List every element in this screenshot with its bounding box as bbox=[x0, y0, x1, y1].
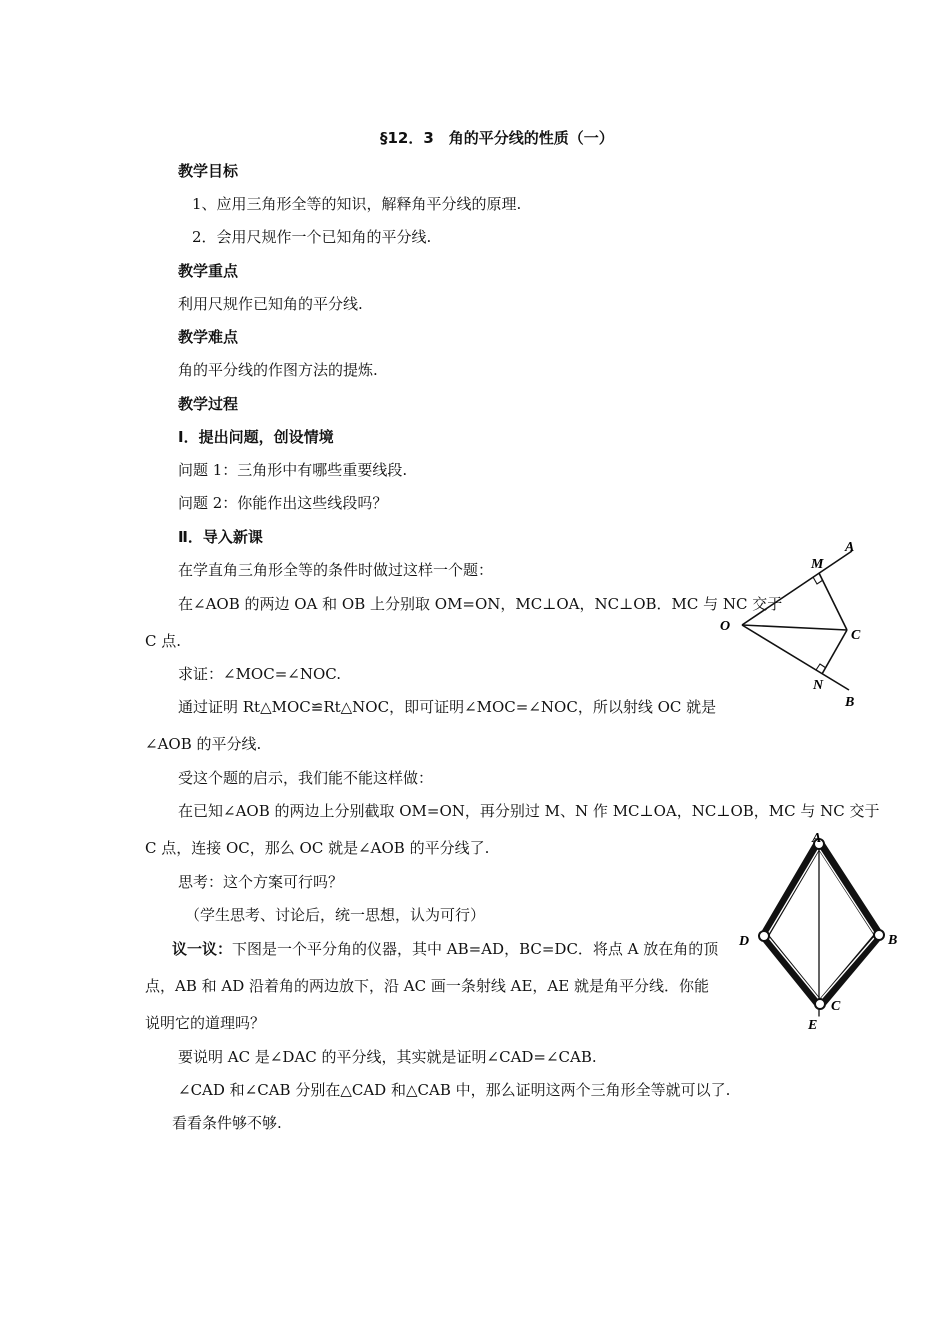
ray-oa bbox=[742, 551, 852, 625]
paragraph-9b: 点，AB 和 AD 沿着角的两边放下，沿 AC 画一条射线 AE，AE 就是角平分线．你能 bbox=[145, 977, 709, 995]
paragraph-2a: 在∠AOB 的两边 OA 和 OB 上分别取 OM=ON，MC⊥OA，NC⊥OB．MC 与 NC 交于 bbox=[178, 595, 783, 613]
paragraph-3: 求证：∠MOC=∠NOC. bbox=[178, 665, 341, 683]
difficulty-text: 角的平分线的作图方法的提炼. bbox=[178, 361, 378, 379]
goal-item-2: 2．会用尺规作一个已知角的平分线. bbox=[192, 228, 432, 246]
rod-bc bbox=[821, 935, 879, 1004]
paragraph-9a bbox=[172, 939, 718, 959]
label-b: B bbox=[845, 695, 855, 710]
paragraph-9c: 说明它的道理吗？ bbox=[145, 1014, 266, 1032]
segment-mc bbox=[819, 573, 847, 630]
label-a: A bbox=[845, 540, 855, 555]
paragraph-4b: ∠AOB 的平分线. bbox=[145, 735, 262, 753]
paragraph-7: 思考：这个方案可行吗？ bbox=[178, 873, 344, 891]
rod-ab bbox=[820, 844, 879, 935]
rod-ad bbox=[764, 844, 818, 936]
paragraph-1: 在学直角三角形全等的条件时做过这样一个题： bbox=[178, 561, 494, 579]
goals-heading: 教学目标 bbox=[178, 162, 239, 180]
label-d: D bbox=[739, 934, 750, 949]
ray-ob bbox=[742, 625, 849, 690]
rod-ab-highlight bbox=[820, 850, 874, 933]
page-title: §12．3 角的平分线的性质（一） bbox=[380, 129, 614, 147]
paragraph-12: 看看条件够不够. bbox=[172, 1114, 282, 1132]
rod-bc-highlight bbox=[822, 938, 874, 998]
paragraph-10: 要说明 AC 是∠DAC 的平分线，其实就是证明∠CAD=∠CAB. bbox=[178, 1048, 597, 1066]
section1-heading: Ⅰ．提出问题，创设情境 bbox=[178, 428, 334, 446]
label-b: B bbox=[888, 933, 898, 948]
paragraph-5: 受这个题的启示，我们能不能这样做： bbox=[178, 769, 434, 787]
joint-d bbox=[759, 931, 769, 941]
label-a: A bbox=[812, 831, 822, 846]
paragraph-8: （学生思考、讨论后，统一思想，认为可行） bbox=[185, 906, 486, 924]
label-e: E bbox=[808, 1018, 818, 1033]
goal-item-1: 1、应用三角形全等的知识，解释角平分线的原理. bbox=[192, 195, 522, 213]
paragraph-9a-text: 下图是一个平分角的仪器，其中 AB=AD，BC=DC．将点 A 放在角的顶 bbox=[232, 940, 719, 958]
paragraph-2b: C 点. bbox=[145, 632, 182, 650]
segment-oc bbox=[742, 625, 847, 630]
process-heading: 教学过程 bbox=[178, 395, 239, 413]
label-m: M bbox=[811, 557, 824, 572]
rod-dc-highlight bbox=[769, 938, 818, 998]
rod-ad-highlight bbox=[768, 850, 818, 934]
angle-bisector-figure bbox=[712, 535, 872, 715]
discuss-label: 议一议： bbox=[172, 940, 233, 958]
key-point-text: 利用尺规作已知角的平分线. bbox=[178, 295, 363, 313]
label-c: C bbox=[851, 628, 861, 643]
key-point-heading: 教学重点 bbox=[178, 262, 239, 280]
section2-heading: Ⅱ．导入新课 bbox=[178, 528, 263, 546]
paragraph-6b: C 点，连接 OC，那么 OC 就是∠AOB 的平分线了. bbox=[145, 839, 490, 857]
paragraph-11: ∠CAD 和∠CAB 分别在△CAD 和△CAB 中，那么证明这两个三角形全等就可以了. bbox=[178, 1081, 731, 1099]
bisector-instrument-figure bbox=[732, 828, 912, 1038]
label-c: C bbox=[831, 999, 841, 1014]
label-n: N bbox=[813, 678, 824, 693]
question-2: 问题 2：你能作出这些线段吗？ bbox=[178, 494, 388, 512]
label-o: O bbox=[720, 619, 731, 634]
paragraph-4a: 通过证明 Rt△MOC≌Rt△NOC，即可证明∠MOC=∠NOC，所以射线 OC 就是 bbox=[178, 698, 717, 716]
difficulty-heading: 教学难点 bbox=[178, 328, 239, 346]
question-1: 问题 1：三角形中有哪些重要线段. bbox=[178, 461, 408, 479]
joint-b bbox=[874, 930, 884, 940]
paragraph-6a: 在已知∠AOB 的两边上分别截取 OM=ON，再分别过 M、N 作 MC⊥OA，NC⊥OB，MC 与 NC 交于 bbox=[178, 802, 880, 820]
rod-dc bbox=[764, 936, 819, 1004]
joint-c bbox=[815, 999, 825, 1009]
